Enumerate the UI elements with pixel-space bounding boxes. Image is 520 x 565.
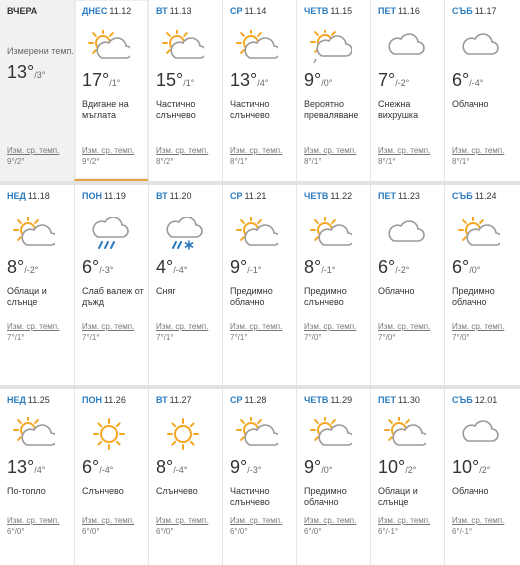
weekday: НЕД (7, 395, 26, 405)
avg-temp (304, 145, 356, 167)
avg-temp-value: 7°/1° (156, 333, 174, 342)
temp-max: 13° (7, 457, 35, 477)
temperature (230, 257, 296, 278)
avg-temp (7, 515, 59, 537)
day-label (7, 395, 74, 405)
day-card-11-14[interactable] (222, 0, 296, 181)
condition-text: Предимно облачно (230, 286, 273, 307)
avg-temp-value: 6°/0° (82, 527, 100, 536)
avg-temp-value: 7°/1° (7, 333, 25, 342)
day-date: 11.15 (330, 6, 353, 16)
avg-temp-label: Изм. ср. темп. (304, 322, 357, 331)
avg-temp (304, 515, 356, 537)
weekday: ПОН (82, 395, 102, 405)
week-row-3 (0, 385, 520, 565)
avg-temp-value: 7°/0° (378, 333, 396, 342)
cloud-rain-icon (88, 217, 130, 251)
day-date: 11.17 (474, 6, 497, 16)
temperature (7, 62, 74, 83)
avg-temp-label: Изм. ср. темп. (304, 146, 357, 155)
weekday: СР (230, 395, 243, 405)
avg-temp-value: 6°/0° (304, 527, 322, 536)
condition-text: Облачно (378, 286, 415, 296)
day-date: 11.23 (397, 191, 420, 201)
temp-min: /0° (321, 465, 333, 475)
measured-temp-label: Измерени темп. (7, 46, 74, 56)
avg-temp-value: 9°/2° (82, 157, 100, 166)
avg-temp (378, 515, 430, 537)
temp-min: /-3° (99, 265, 114, 275)
temp-min: /-1° (247, 265, 262, 275)
avg-temp-label: Изм. ср. темп. (82, 322, 135, 331)
avg-temp (7, 321, 59, 343)
temperature (7, 257, 74, 278)
day-card-yesterday[interactable] (0, 0, 74, 181)
avg-temp (156, 321, 208, 343)
day-date: 11.26 (103, 395, 126, 405)
condition-text: Частично слънчево (230, 486, 270, 507)
day-label (156, 191, 222, 201)
temp-max: 6° (82, 457, 100, 477)
day-label (378, 191, 444, 201)
sun-cloud-icon (310, 217, 352, 251)
day-label (230, 6, 296, 16)
temperature (156, 257, 222, 278)
temp-min: /-3° (247, 465, 262, 475)
avg-temp-label: Изм. ср. темп. (7, 516, 60, 525)
day-card-11-21[interactable] (222, 185, 296, 385)
avg-temp-label: Изм. ср. темп. (378, 322, 431, 331)
day-card-11-25[interactable] (0, 389, 74, 565)
avg-temp-value: 7°/0° (452, 333, 470, 342)
avg-temp (230, 515, 282, 537)
sun-cloud-icon (458, 217, 500, 251)
condition-text: Предимно облачно (452, 286, 495, 307)
sun-cloud-icon (236, 417, 278, 451)
day-card-11-20[interactable] (148, 185, 222, 385)
day-date: 11.13 (169, 6, 192, 16)
temperature (378, 70, 444, 91)
day-label (156, 395, 222, 405)
temp-max: 7° (378, 70, 396, 90)
condition-text: Вероятно преваляване (304, 99, 359, 120)
day-card-11-18[interactable] (0, 185, 74, 385)
temp-min: /-2° (395, 78, 410, 88)
temperature (82, 257, 148, 278)
temp-max: 9° (304, 70, 322, 90)
week-row-2 (0, 181, 520, 385)
weekday: НЕД (7, 191, 26, 201)
condition-text: Слънчево (82, 486, 124, 496)
avg-temp-label: Изм. ср. темп. (230, 146, 283, 155)
temperature (156, 457, 222, 478)
avg-temp-value: 8°/1° (304, 157, 322, 166)
condition-text: Облачно (452, 99, 489, 109)
avg-temp (230, 321, 282, 343)
sun-icon (88, 417, 130, 451)
day-date: 11.27 (169, 395, 192, 405)
day-date: 11.14 (244, 6, 267, 16)
day-card-11-17[interactable] (444, 0, 518, 181)
avg-temp (452, 145, 504, 167)
avg-temp-label: Изм. ср. темп. (378, 516, 431, 525)
avg-temp (452, 321, 504, 343)
weekday: СР (230, 6, 243, 16)
weekday: ЧЕТВ (304, 395, 329, 405)
temp-min: /2° (479, 465, 491, 475)
weekday: ЧЕТВ (304, 191, 329, 201)
day-date: 11.24 (474, 191, 497, 201)
avg-temp-value: 7°/0° (304, 333, 322, 342)
day-card-11-23[interactable] (370, 185, 444, 385)
temperature (304, 257, 370, 278)
condition-text: Предимно облачно (304, 486, 347, 507)
temp-max: 13° (7, 62, 35, 82)
sun-cloud-icon (88, 30, 130, 64)
sun-cloud-icon (236, 30, 278, 64)
cloud-snow-icon (162, 217, 204, 251)
temp-max: 8° (7, 257, 25, 277)
weekday: ПЕТ (378, 191, 396, 201)
day-label (230, 191, 296, 201)
avg-temp-value: 7°/1° (230, 333, 248, 342)
weekday: СЪБ (452, 6, 473, 16)
temp-min: /-4° (173, 265, 188, 275)
avg-temp-label: Изм. ср. темп. (156, 146, 209, 155)
temp-max: 10° (378, 457, 406, 477)
temp-max: 6° (82, 257, 100, 277)
temperature (378, 257, 444, 278)
day-date: 11.25 (27, 395, 50, 405)
day-label (82, 191, 148, 201)
day-label (7, 191, 74, 201)
week-row-1 (0, 0, 520, 181)
temp-min: /0° (321, 78, 333, 88)
temp-max: 9° (304, 457, 322, 477)
day-card-11-30[interactable] (370, 389, 444, 565)
avg-temp (156, 145, 208, 167)
avg-temp-value: 6°/0° (7, 527, 25, 536)
day-date: 11.16 (397, 6, 420, 16)
avg-temp (82, 515, 134, 537)
sun-cloud-icon (13, 417, 55, 451)
avg-temp (378, 321, 430, 343)
day-date: 11.20 (169, 191, 192, 201)
temperature (82, 457, 148, 478)
temperature (452, 70, 518, 91)
condition-text: Облачно (452, 486, 489, 496)
temperature (452, 257, 518, 278)
avg-temp (304, 321, 356, 343)
temp-min: /-2° (395, 265, 410, 275)
cloud-icon (384, 217, 426, 251)
avg-temp-label: Изм. ср. темп. (230, 516, 283, 525)
avg-temp-value: 8°/1° (452, 157, 470, 166)
temp-min: /3° (34, 70, 46, 80)
avg-temp-value: 8°/1° (378, 157, 396, 166)
day-card-11-19[interactable] (74, 185, 148, 385)
day-label: ВЧЕРА (7, 6, 38, 16)
weekday: СЪБ (452, 191, 473, 201)
condition-text: Вдигане на мъглата (82, 99, 129, 120)
weekday: СЪБ (452, 395, 473, 405)
temp-min: /0° (469, 265, 481, 275)
day-date: 11.29 (330, 395, 353, 405)
day-card-11-27[interactable] (148, 389, 222, 565)
condition-text: По-топло (7, 486, 46, 496)
day-label (452, 191, 518, 201)
condition-text: Снежна вихрушка (378, 99, 419, 120)
avg-temp (230, 145, 282, 167)
avg-temp-value: 9°/2° (7, 157, 25, 166)
temp-min: /4° (257, 78, 269, 88)
day-card-11-13[interactable] (148, 0, 222, 181)
condition-text: Сняг (156, 286, 176, 296)
temp-max: 15° (156, 70, 184, 90)
avg-temp-label: Изм. ср. темп. (452, 322, 505, 331)
weekday: ДНЕС (82, 6, 108, 16)
avg-temp-label: Изм. ср. темп. (7, 146, 60, 155)
temp-max: 6° (452, 70, 470, 90)
avg-temp-label: Изм. ср. темп. (378, 146, 431, 155)
sun-cloud-icon (13, 217, 55, 251)
condition-text: Предимно слънчево (304, 286, 347, 307)
temperature (7, 457, 74, 478)
day-date: 11.30 (397, 395, 420, 405)
temp-max: 9° (230, 457, 248, 477)
temp-min: /-4° (173, 465, 188, 475)
day-date: 11.19 (103, 191, 126, 201)
sun-cloud-rain-icon (310, 30, 352, 64)
day-label (304, 6, 370, 16)
temp-max: 6° (452, 257, 470, 277)
temp-min: /2° (405, 465, 417, 475)
temp-min: /1° (183, 78, 195, 88)
temp-min: /4° (34, 465, 46, 475)
day-card-11-28[interactable] (222, 389, 296, 565)
condition-text: Частично слънчево (230, 99, 270, 120)
temp-max: 13° (230, 70, 258, 90)
temp-min: /-1° (321, 265, 336, 275)
temp-max: 8° (156, 457, 174, 477)
day-card-11-24[interactable] (444, 185, 518, 385)
day-label (156, 6, 222, 16)
temp-max: 4° (156, 257, 174, 277)
temperature (304, 457, 370, 478)
avg-temp-label: Изм. ср. темп. (82, 146, 135, 155)
avg-temp-label: Изм. ср. темп. (452, 146, 505, 155)
sun-cloud-icon (236, 217, 278, 251)
weekday: ВТ (156, 6, 168, 16)
day-card-11-26[interactable] (74, 389, 148, 565)
weekday: ВТ (156, 191, 168, 201)
avg-temp-value: 6°/-1° (452, 527, 473, 536)
condition-text: Облаци и слънце (7, 286, 47, 307)
day-label (304, 191, 370, 201)
avg-temp-value: 6°/0° (230, 527, 248, 536)
sun-icon (162, 417, 204, 451)
avg-temp (82, 321, 134, 343)
temp-min: /-4° (99, 465, 114, 475)
avg-temp-label: Изм. ср. темп. (156, 516, 209, 525)
condition-text: Слънчево (156, 486, 198, 496)
day-label (452, 395, 518, 405)
condition-text: Слаб валеж от дъжд (82, 286, 144, 307)
avg-temp (7, 145, 59, 167)
avg-temp (82, 145, 134, 167)
sun-cloud-icon (310, 417, 352, 451)
temperature (230, 70, 296, 91)
avg-temp (156, 515, 208, 537)
condition-text: Облаци и слънце (378, 486, 418, 507)
day-date: 12.01 (474, 395, 498, 405)
temp-max: 9° (230, 257, 248, 277)
temp-max: 10° (452, 457, 480, 477)
day-card-12-01[interactable] (444, 389, 518, 565)
day-label (82, 6, 148, 16)
weekday: ПЕТ (378, 6, 396, 16)
temp-min: /-2° (24, 265, 39, 275)
avg-temp-label: Изм. ср. темп. (452, 516, 505, 525)
day-label (378, 6, 444, 16)
day-card-11-12[interactable] (74, 0, 148, 181)
avg-temp-value: 6°/-1° (378, 527, 399, 536)
avg-temp-label: Изм. ср. темп. (230, 322, 283, 331)
avg-temp (452, 515, 504, 537)
avg-temp-value: 8°/2° (156, 157, 174, 166)
cloud-icon (458, 30, 500, 64)
temperature (378, 457, 444, 478)
avg-temp-label: Изм. ср. темп. (304, 516, 357, 525)
weekday: СР (230, 191, 243, 201)
day-label (304, 395, 370, 405)
avg-temp (378, 145, 430, 167)
avg-temp-label: Изм. ср. темп. (82, 516, 135, 525)
day-label (378, 395, 444, 405)
sun-cloud-icon (162, 30, 204, 64)
temp-min: /1° (109, 78, 121, 88)
day-date: 11.12 (109, 6, 132, 16)
day-label (230, 395, 296, 405)
temperature (230, 457, 296, 478)
temp-max: 8° (304, 257, 322, 277)
day-card-11-22[interactable] (296, 185, 370, 385)
weekday: ПОН (82, 191, 102, 201)
weekday: ПЕТ (378, 395, 396, 405)
day-date: 11.21 (244, 191, 267, 201)
cloud-icon (384, 30, 426, 64)
avg-temp-label: Изм. ср. темп. (156, 322, 209, 331)
temp-max: 17° (82, 70, 110, 90)
day-label (452, 6, 518, 16)
day-date: 11.22 (330, 191, 353, 201)
day-label (82, 395, 148, 405)
avg-temp-value: 7°/1° (82, 333, 100, 342)
temperature (452, 457, 518, 478)
cloud-icon (458, 417, 500, 451)
avg-temp-label: Изм. ср. темп. (7, 322, 60, 331)
temp-max: 6° (378, 257, 396, 277)
sun-cloud-icon (384, 417, 426, 451)
temperature (304, 70, 370, 91)
day-card-11-16[interactable] (370, 0, 444, 181)
temp-min: /-4° (469, 78, 484, 88)
day-card-11-15[interactable] (296, 0, 370, 181)
day-card-11-29[interactable] (296, 389, 370, 565)
temperature (82, 70, 148, 91)
avg-temp-value: 6°/0° (156, 527, 174, 536)
weekday: ЧЕТВ (304, 6, 329, 16)
day-date: 11.28 (244, 395, 267, 405)
weekday: ВТ (156, 395, 168, 405)
avg-temp-value: 8°/1° (230, 157, 248, 166)
temperature (156, 70, 222, 91)
condition-text: Частично слънчево (156, 99, 196, 120)
day-date: 11.18 (27, 191, 50, 201)
